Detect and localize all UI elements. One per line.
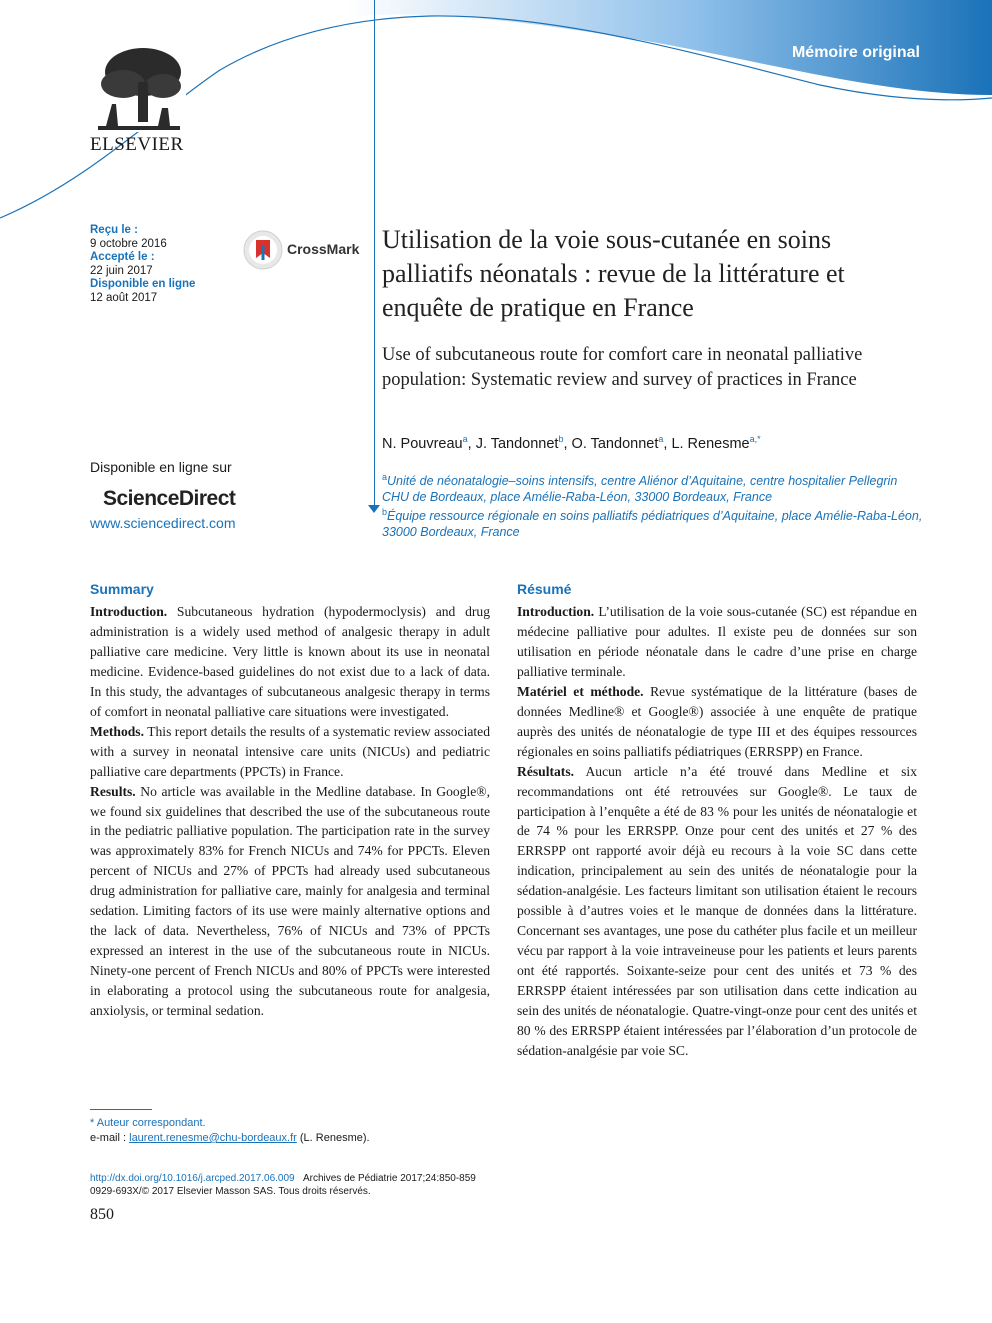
affiliation-mark: a: [382, 472, 388, 482]
copyright-line: 0929-693X/© 2017 Elsevier Masson SAS. Tous droits réservés.: [90, 1186, 371, 1197]
author-affiliation-mark[interactable]: a: [462, 434, 468, 444]
summary-heading: Summary: [90, 581, 154, 597]
author-affiliation-mark[interactable]: b: [558, 434, 564, 444]
summary-body: [90, 602, 490, 1021]
author-name: N. Pouvreau: [382, 435, 463, 452]
author-affiliation-mark[interactable]: a: [658, 434, 664, 444]
summary-paragraph-label: Results.: [90, 783, 136, 799]
resume-paragraph-text: Revue systématique de la littérature (bases de données Medline® et Google®) associée à une enquête de pratique auprès des unités de néonatalogie de type III et des équipes ressources régionales en soins palliatifs pédiatriques (ERRSPP) en France.: [517, 683, 917, 759]
footnote: [90, 1116, 370, 1146]
sciencedirect-link[interactable]: www.sciencedirect.com: [90, 515, 236, 531]
doi-line: [90, 1172, 476, 1185]
affiliation-text: Équipe ressource régionale en soins palliatifs pédiatriques d’Aquitaine, place Amélie-Raba-Léon, 33000 Bordeaux, France: [382, 509, 923, 539]
article-history: [90, 224, 250, 305]
accepted-date: 22 juin 2017: [90, 264, 153, 277]
resume-paragraph: [517, 682, 917, 762]
received-label: Reçu le :: [90, 224, 138, 236]
affiliation-mark: b: [382, 507, 388, 518]
author-name: O. Tandonnet: [571, 435, 659, 452]
summary-paragraph-label: Introduction.: [90, 604, 168, 619]
author-name: L. Renesme: [671, 435, 750, 452]
email-label: e-mail :: [90, 1132, 130, 1144]
sciencedirect-logo: ScienceDirect: [103, 487, 236, 510]
resume-body: [517, 602, 917, 1061]
email-suffix: (L. Renesme).: [296, 1132, 370, 1144]
journal-citation: Archives de Pédiatrie 2017;24:850-859: [302, 1173, 476, 1184]
author-list: [382, 434, 942, 452]
affiliation-text: Unité de néonatalogie–soins intensifs, centre Aliénor d’Aquitaine, centre hospitalier Pellegrin CHU de Bordeaux, place Amélie-Raba-Léon, 33000 Bordeaux, France: [382, 474, 898, 504]
divider-line: [374, 0, 375, 512]
summary-paragraph-text: No article was available in the Medline database. In Google®, we found six guidelines that described the use of the subcutaneous route in the pediatric palliative population. The participation rate in the survey was approximately 83% for French NICUs and 74% for PPCTs. Eleven percent of NICUs and 27% of PPCTs had already used subcutaneous drug administration for palliative care, mainly for analgesia and terminal sedation. Limiting factors of its use were mainly alternative options and the lack of data. Nevertheless, 76% of NICUs and 73% of PPCTs expressed an interest in the use of the subcutaneous route in NICUs. Ninety-one percent of French NICUs and 80% of PPCTs were interested in elaborating a protocol using the subcutaneous route for analgesia, anxiolysis, or terminal sedation.: [90, 783, 490, 1019]
email-line: [90, 1131, 370, 1146]
summary-paragraph-label: Methods.: [90, 723, 144, 739]
online-date: 12 août 2017: [90, 291, 158, 304]
section-label: Mémoire original: [791, 44, 920, 61]
resume-heading: Résumé: [517, 581, 572, 597]
footnote-divider: [90, 1109, 152, 1110]
author-name: J. Tandonnet: [475, 435, 559, 452]
resume-paragraph-label: Matériel et méthode.: [517, 683, 644, 699]
affiliation-item: [382, 505, 927, 540]
author-affiliation-mark[interactable]: a,*: [749, 434, 761, 444]
summary-paragraph-text: This report details the results of a systematic review associated with a survey in neonatal intensive care units (NICUs) and pediatric palliative care departments (PPCTs) in France.: [90, 723, 490, 779]
resume-paragraph-text: L’utilisation de la voie sous-cutanée (SC) est répandue en médecine palliative pour adultes. Il existe peu de données sur son utilisation en période néonatale dans le cadre d’une prise en charge palliative terminale.: [517, 604, 917, 679]
resume-paragraph-text: Aucun article n’a été trouvé dans Medline et six recommandations ont été retrouvées sur Google®. Le taux de participation à l’enquête a été de 83 % pour les unités de néonatalogie et de 74 % pour les ERRSPP. Onze pour cent des unités et 27 % des ERRSPP ont rapporté avoir déjà eu recours à la voie SC dans cette indication, principalement au sein des unités de néonatalogie pour la sédation-analgésie. Les facteurs limitant son utilisation étaient le recours possible à d’autres voies et le manque de données dans la littérature. Concernant ses avantages, une pose du cathéter plus facile et un meilleur vécu par rapport à la voie intraveineuse pour les patients et leurs parents ont été rapportés. Soixante-seize pour cent des unités et 73 % des ERRSPP étaient intéressées par son utilisation dans cette indication au sein des unités de néonatalogie. Quatre-vingt-onze pour cent des unités et 80 % des ERRSPP étaient intéressées par l’élaboration d’un protocole de sédation-analgésie par voie SC.: [517, 763, 917, 1058]
online-label: Disponible en ligne: [90, 278, 196, 290]
summary-paragraph: [90, 782, 490, 1021]
email-link[interactable]: laurent.renesme@chu-bordeaux.fr: [129, 1132, 297, 1144]
affiliations: [382, 470, 927, 540]
corresponding-author-label: * Auteur correspondant.: [90, 1117, 206, 1129]
summary-paragraph: [90, 602, 490, 722]
summary-paragraph-text: Subcutaneous hydration (hypodermoclysis) and drug administration is a widely used method of analgesic therapy in adult palliative care medicine. Very little is known about its use in neonatal medicine. Evidence-based guidelines do not exist due to a lack of data. In this study, the advantages of subcutaneous analgesic therapy in terms of comfort in neonatal palliative care situations were investigated.: [90, 604, 490, 719]
crossmark-label[interactable]: CrossMark: [287, 241, 360, 257]
resume-paragraph: [517, 762, 917, 1061]
author-separator: ,: [467, 435, 476, 452]
received-date: 9 octobre 2016: [90, 237, 167, 250]
arrow-down-icon: [368, 505, 380, 513]
author-separator: ,: [663, 435, 672, 452]
page-number: 850: [90, 1206, 114, 1223]
bottom-metadata: [90, 1172, 476, 1198]
article-title-en: Use of subcutaneous route for comfort care in neonatal palliative population: Systematic review and survey of practices in France: [382, 345, 863, 390]
resume-paragraph-label: Résultats.: [517, 763, 575, 779]
article-title-fr: Utilisation de la voie sous-cutanée en soins palliatifs néonatals : revue de la littérature et enquête de pratique en France: [382, 225, 845, 322]
summary-paragraph: [90, 722, 490, 782]
author-separator: ,: [563, 435, 572, 452]
publisher-name: ELSEVIER: [90, 134, 184, 155]
affiliation-item: [382, 470, 927, 505]
resume-paragraph: [517, 602, 917, 682]
available-online-label: Disponible en ligne sur: [90, 459, 232, 475]
doi-link[interactable]: http://dx.doi.org/10.1016/j.arcped.2017.06.009: [90, 1173, 295, 1184]
accepted-label: Accepté le :: [90, 251, 155, 263]
resume-paragraph-label: Introduction.: [517, 604, 595, 619]
